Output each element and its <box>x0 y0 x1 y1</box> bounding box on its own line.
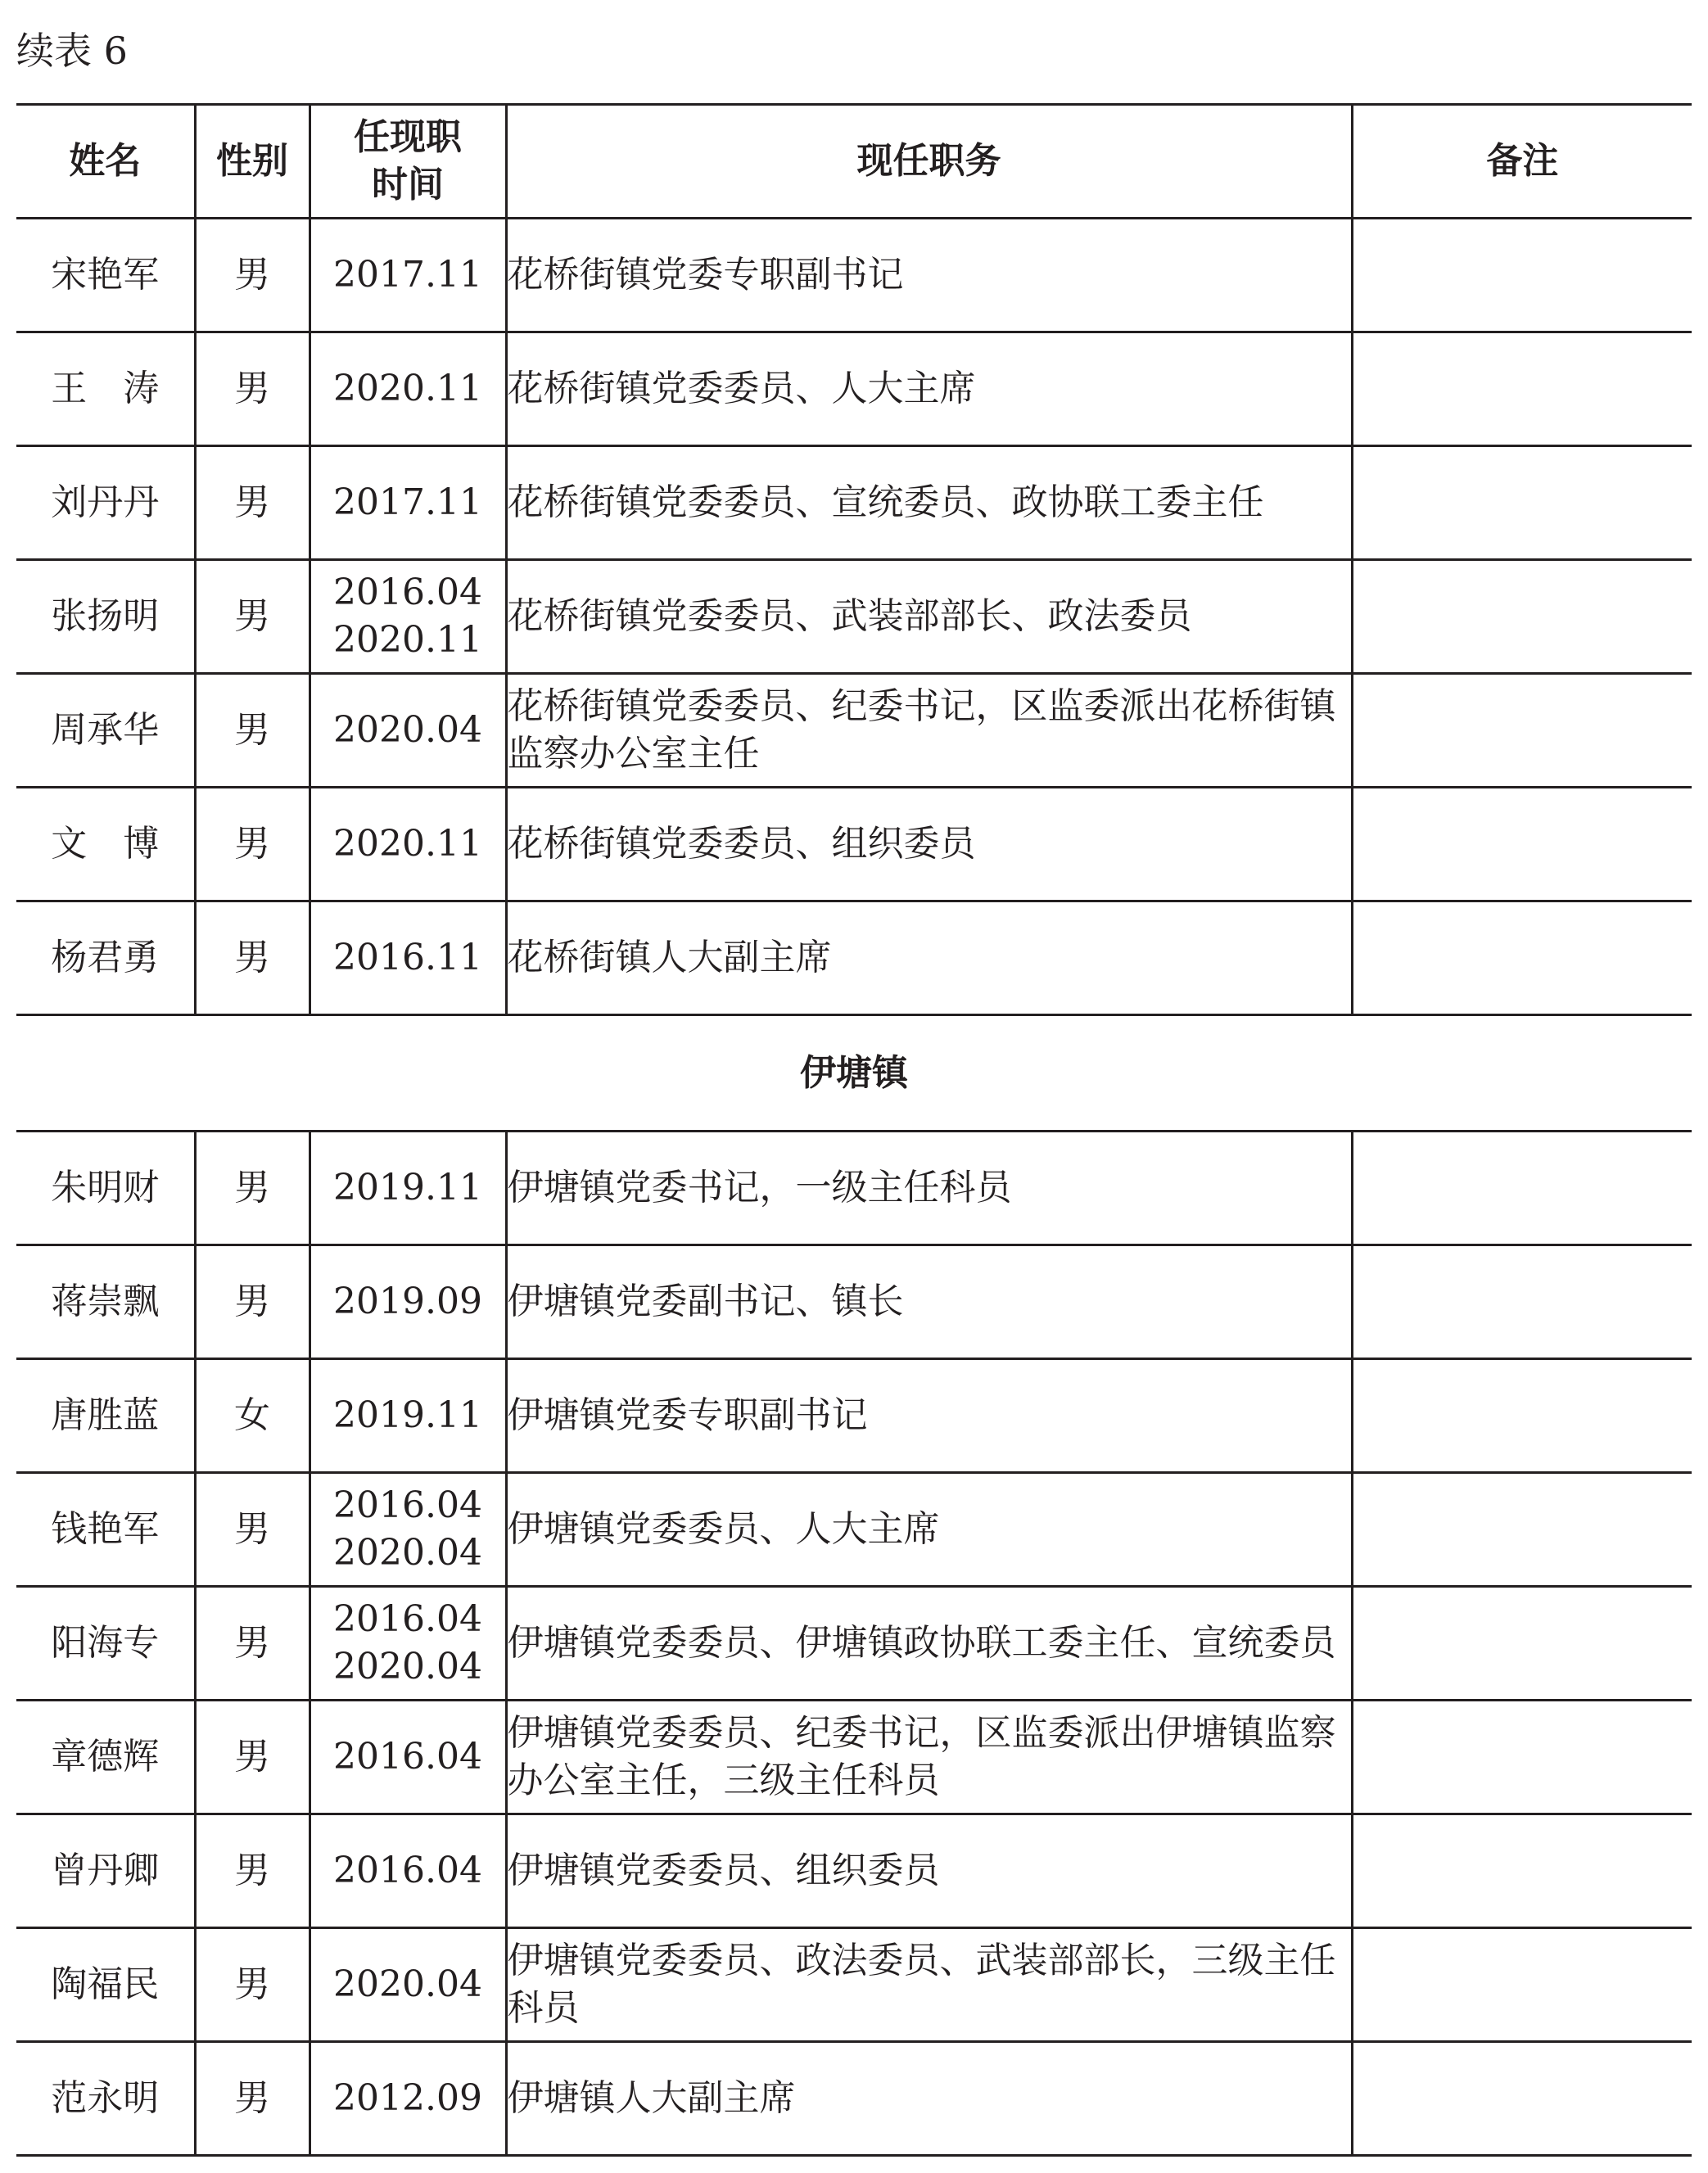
cell-duty: 伊塘镇人大副主席 <box>506 2042 1352 2156</box>
cell-sex: 男 <box>195 560 310 674</box>
cell-duty: 花桥街镇党委委员、宣统委员、政协联工委主任 <box>506 446 1352 560</box>
cell-sex: 男 <box>195 1814 310 1928</box>
cell-note <box>1352 1473 1692 1587</box>
cell-name: 朱明财 <box>16 1132 195 1245</box>
cell-name: 杨君勇 <box>16 901 195 1015</box>
table-row <box>16 2042 1692 2156</box>
section-title: 伊塘镇 <box>16 1015 1692 1132</box>
cell-time <box>310 1245 506 1359</box>
cell-sex: 男 <box>195 674 310 788</box>
cell-name: 陶福民 <box>16 1928 195 2042</box>
cell-duty: 伊塘镇党委书记，一级主任科员 <box>506 1132 1352 1245</box>
cell-time <box>310 674 506 788</box>
cell-duty: 伊塘镇党委委员、人大主席 <box>506 1473 1352 1587</box>
table-caption: 续表 6 <box>16 29 128 73</box>
cell-note <box>1352 1814 1692 1928</box>
cell-time-line1: 2016.11 <box>333 937 482 978</box>
cell-time-line1: 2012.09 <box>333 2077 482 2119</box>
cell-time <box>310 332 506 446</box>
table-row <box>16 901 1692 1015</box>
cell-time-line1: 2019.11 <box>333 1167 482 1208</box>
cell-time <box>310 1359 506 1473</box>
cell-name: 阳海专 <box>16 1587 195 1701</box>
cell-note <box>1352 1245 1692 1359</box>
header-time-line2: 时间 <box>372 164 444 206</box>
cell-note <box>1352 1928 1692 2042</box>
cell-time-line1: 2020.04 <box>333 709 482 751</box>
header-sex: 性别 <box>195 105 310 219</box>
cell-note <box>1352 2042 1692 2156</box>
cell-note <box>1352 788 1692 901</box>
cell-note <box>1352 560 1692 674</box>
cell-sex: 男 <box>195 901 310 1015</box>
cell-sex: 女 <box>195 1359 310 1473</box>
cadre-table <box>16 103 1692 2157</box>
cell-time <box>310 1587 506 1701</box>
cell-time-line1: 2017.11 <box>333 481 482 523</box>
cell-note <box>1352 674 1692 788</box>
cell-time <box>310 1132 506 1245</box>
cell-name: 周承华 <box>16 674 195 788</box>
cell-note <box>1352 219 1692 332</box>
cell-time <box>310 446 506 560</box>
table-row <box>16 446 1692 560</box>
cell-name: 张扬明 <box>16 560 195 674</box>
table-body <box>16 219 1692 2156</box>
header-name: 姓名 <box>16 105 195 219</box>
cell-time <box>310 2042 506 2156</box>
cell-duty: 伊塘镇党委委员、组织委员 <box>506 1814 1352 1928</box>
cell-name: 文 博 <box>16 788 195 901</box>
cell-duty: 伊塘镇党委专职副书记 <box>506 1359 1352 1473</box>
cell-name: 曾丹卿 <box>16 1814 195 1928</box>
cell-sex: 男 <box>195 1587 310 1701</box>
cell-time <box>310 219 506 332</box>
cell-sex: 男 <box>195 1473 310 1587</box>
cell-note <box>1352 1587 1692 1701</box>
cell-duty: 花桥街镇人大副主席 <box>506 901 1352 1015</box>
cell-name: 范永明 <box>16 2042 195 2156</box>
cell-note <box>1352 1359 1692 1473</box>
cell-duty: 伊塘镇党委委员、纪委书记，区监委派出伊塘镇监察办公室主任，三级主任科员 <box>506 1701 1352 1814</box>
cell-sex: 男 <box>195 1132 310 1245</box>
cell-duty: 伊塘镇党委委员、伊塘镇政协联工委主任、宣统委员 <box>506 1587 1352 1701</box>
cell-note <box>1352 901 1692 1015</box>
cell-duty: 花桥街镇党委委员、纪委书记，区监委派出花桥街镇监察办公室主任 <box>506 674 1352 788</box>
header-duty: 现任职务 <box>506 105 1352 219</box>
cell-time <box>310 1928 506 2042</box>
table-row <box>16 332 1692 446</box>
cell-duty: 花桥街镇党委专职副书记 <box>506 219 1352 332</box>
cell-sex: 男 <box>195 1245 310 1359</box>
cell-sex: 男 <box>195 446 310 560</box>
table-row <box>16 788 1692 901</box>
cell-name: 刘丹丹 <box>16 446 195 560</box>
cell-note <box>1352 332 1692 446</box>
cell-time <box>310 788 506 901</box>
table-row <box>16 1359 1692 1473</box>
cell-time-line1: 2016.04 <box>333 1850 482 1891</box>
cell-time-line1: 2019.11 <box>333 1394 482 1436</box>
cell-time-line1: 2016.04 <box>333 1736 482 1778</box>
cell-time <box>310 560 506 674</box>
cell-sex: 男 <box>195 1928 310 2042</box>
table-row <box>16 1587 1692 1701</box>
cell-sex: 男 <box>195 1701 310 1814</box>
cell-time-line2: 2020.04 <box>333 1532 482 1574</box>
table-row <box>16 1473 1692 1587</box>
cell-duty: 花桥街镇党委委员、组织委员 <box>506 788 1352 901</box>
cell-time-line1: 2016.04 <box>333 1598 482 1640</box>
cell-time <box>310 1701 506 1814</box>
cell-name: 蒋崇飘 <box>16 1245 195 1359</box>
table-row <box>16 674 1692 788</box>
cell-name: 唐胜蓝 <box>16 1359 195 1473</box>
cell-time-line1: 2020.11 <box>333 823 482 865</box>
cell-duty: 花桥街镇党委委员、人大主席 <box>506 332 1352 446</box>
cell-time <box>310 1814 506 1928</box>
cell-time <box>310 901 506 1015</box>
cell-name: 钱艳军 <box>16 1473 195 1587</box>
header-time <box>310 105 506 219</box>
table-row <box>16 1701 1692 1814</box>
cell-duty: 伊塘镇党委副书记、镇长 <box>506 1245 1352 1359</box>
section-row <box>16 1015 1692 1132</box>
cell-time-line1: 2020.04 <box>333 1963 482 2005</box>
table-row <box>16 219 1692 332</box>
cell-name: 宋艳军 <box>16 219 195 332</box>
table-row <box>16 1814 1692 1928</box>
cell-time-line1: 2019.09 <box>333 1281 482 1322</box>
cell-time-line2: 2020.04 <box>333 1646 482 1687</box>
cell-sex: 男 <box>195 219 310 332</box>
cell-duty: 伊塘镇党委委员、政法委员、武装部部长，三级主任科员 <box>506 1928 1352 2042</box>
table-row <box>16 1928 1692 2042</box>
cell-name: 王 涛 <box>16 332 195 446</box>
table-row <box>16 1132 1692 1245</box>
table-row <box>16 1245 1692 1359</box>
cell-sex: 男 <box>195 788 310 901</box>
cell-duty: 花桥街镇党委委员、武装部部长、政法委员 <box>506 560 1352 674</box>
header-time-line1: 任现职 <box>354 116 462 158</box>
cell-sex: 男 <box>195 2042 310 2156</box>
cell-note <box>1352 1132 1692 1245</box>
cell-time-line1: 2016.04 <box>333 1484 482 1526</box>
header-note: 备注 <box>1352 105 1692 219</box>
cell-time-line1: 2020.11 <box>333 368 482 409</box>
cell-note <box>1352 1701 1692 1814</box>
table-row <box>16 560 1692 674</box>
cell-time-line2: 2020.11 <box>333 619 482 661</box>
cell-time-line1: 2017.11 <box>333 254 482 296</box>
cell-name: 章德辉 <box>16 1701 195 1814</box>
cell-time-line1: 2016.04 <box>333 571 482 613</box>
cell-sex: 男 <box>195 332 310 446</box>
cell-note <box>1352 446 1692 560</box>
table-header-row <box>16 105 1692 219</box>
cell-time <box>310 1473 506 1587</box>
